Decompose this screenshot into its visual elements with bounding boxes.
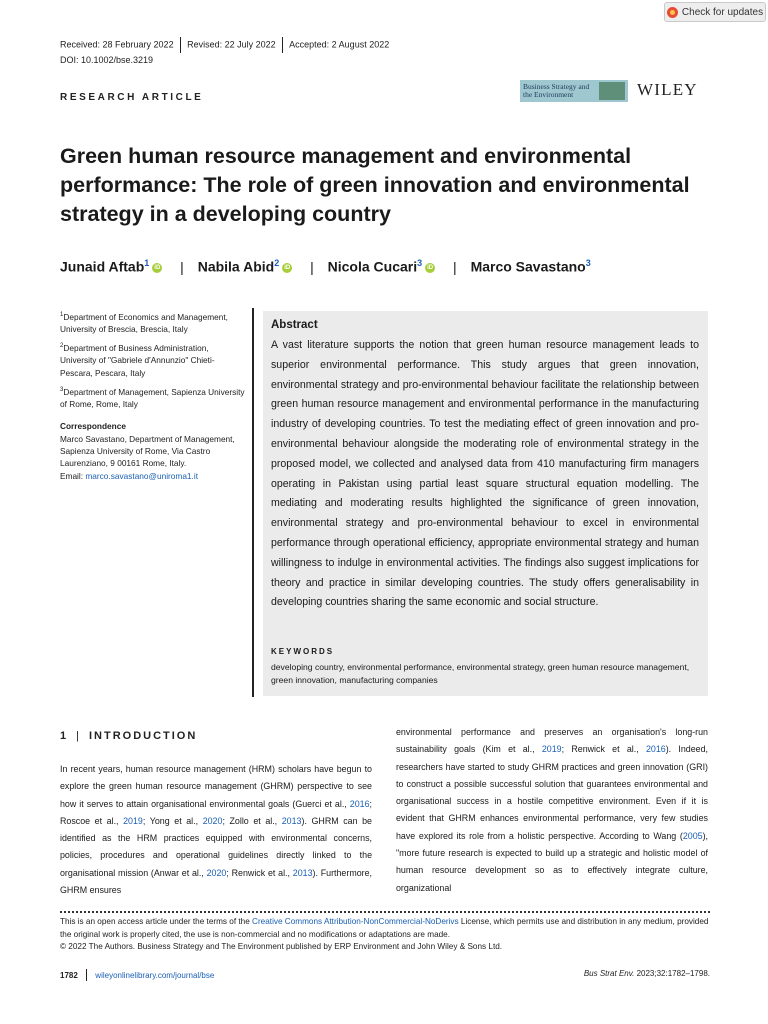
oa-prefix: This is an open access article under the terms of the [60,917,253,926]
body-text: ). GHRM can be identified as the HRM practices equipped with environmental concerns, policies, procedures and operational guidelines directly linked to the organisational mission (Anwar et al., [60,815,372,878]
citation-link[interactable]: 2013 [292,867,313,878]
doi[interactable]: DOI: 10.1002/bse.3219 [60,55,154,65]
author-separator: | [310,258,314,275]
received-date: Received: 28 February 2022 [60,39,174,50]
body-text: ; Renwick et al., [561,744,646,755]
body-text: environmental performance and preserves an organisation's long-run sustainability goals (Kim et al., [396,727,708,755]
body-text: ), "more future research is expected to build up a strategic and holistic model of human resource development so as to effectively integrate culture, organizational [396,830,708,893]
copyright: © 2022 The Authors. Business Strategy and The Environment published by ERP Environment and John Wiley & Sons Ltd. [60,942,503,952]
citation-link[interactable]: 2005 [682,830,703,841]
keywords-text: developing country, environmental performance, environmental strategy, green human resource management, green innovation, manufacturing companies [271,662,690,685]
affil-sup: 2 [60,343,64,350]
publisher-logo[interactable]: WILEY [637,80,698,99]
crossmark-icon [667,7,678,18]
author-affil-sup: 3 [585,258,591,268]
correspondence-heading: Correspondence [60,421,126,432]
citation-link[interactable]: 2013 [281,815,302,826]
correspondence-text [60,433,245,482]
section-heading [60,730,197,742]
check-for-updates-label: Check for updates [681,6,764,18]
affil-text: Department of Economics and Management, University of Brescia, Brescia, Italy [60,311,228,335]
abstract-text: A vast literature supports the notion that green human resource management leads to superior environmental performance. This study argues that green innovation, environmental strategy and pro-environmental behaviour facilitate the relationship between green human resource management and environmental performance in the manufacturing industry of developing countries. To test the mediating effect of green innovation and pro-environmental behaviour alongside the moderating role of environmental strategy in the proposed model, we collected and analysed data from 410 manufacturing firm managers operating in Pakistan using partial least square structural equation modelling. The mediating and moderating results highlighted the significance of green innovation, environmental strategy and pro-environmental behaviour to excel in environmental performance through operational efficiency, appropriate environmental strategy and human willingness to indulge in environmental activities. The findings also suggest implications for theory and practice in similar developing countries. The study offers generalisability in developing countries sharing the same economic and social structure. [271,339,699,609]
citation-link[interactable]: 2016 [645,744,666,755]
affiliations [60,309,245,487]
affil-text: Department of Management, Sapienza University of Rome, Rome, Italy [60,386,245,410]
section-number: 1 [60,730,69,742]
correspondence-address: Marco Savastano, Department of Management, Sapienza University of Rome, Via Castro Laurenziano, 9 00161 Rome, Italy. [60,433,235,469]
author-name[interactable]: Nicola Cucari [327,258,418,275]
divider [180,37,182,53]
journal-logo-text: Business Strategy and the Environment [523,82,590,99]
citation-link[interactable]: 2016 [349,798,370,809]
article-title: Green human resource management and environmental performance: The role of green innovation and environmental strategy in a developing country [60,144,690,226]
orcid-icon[interactable]: iD [154,264,161,271]
citation-link[interactable]: 2020 [202,815,223,826]
section-separator: | [76,730,81,742]
section-title: INTRODUCTION [88,730,198,742]
footnote-divider [60,911,710,913]
author-separator: | [453,258,457,275]
divider [86,969,88,981]
dates-row [60,37,389,53]
page-number: 1782 [60,970,78,980]
body-text: ). Furthermore, GHRM ensures [60,867,373,896]
citation-details: 2023;32:1782–1798. [634,969,710,978]
footer-left [60,969,214,981]
author-separator: | [180,258,184,275]
accepted-date: Accepted: 2 August 2022 [289,39,390,50]
citation-link[interactable]: 2019 [123,815,143,826]
author-name[interactable]: Junaid Aftab [60,258,145,275]
footer-citation [584,969,710,978]
author-list [60,258,591,275]
abstract-box [263,311,708,696]
affil-text: Department of Business Administration, University of "Gabriele d'Annunzio" Chieti-Pescara, Pescara, Italy [60,343,215,378]
body-column-left [60,761,372,899]
revised-date: Revised: 22 July 2022 [187,39,276,50]
citation-link[interactable]: 2020 [206,867,227,878]
abstract-heading: Abstract [271,319,318,331]
affiliation [60,340,245,379]
divider [282,37,284,53]
body-column-right [396,724,708,897]
journal-url-link[interactable]: wileyonlinelibrary.com/journal/bse [95,970,215,980]
author-affil-sup: 2 [274,258,280,268]
citation-journal: Bus Strat Env. [583,969,635,978]
vertical-divider [252,308,254,697]
orcid-icon[interactable]: iD [284,264,291,271]
orcid-icon[interactable]: iD [427,264,434,271]
citation-link[interactable]: 2019 [541,744,562,755]
affil-sup: 3 [60,387,64,394]
body-text: In recent years, human resource management (HRM) scholars have begun to explore the green human resource management (GHRM) perspective to see how it serves to attain organisational environmental goals (Guerci et al., [60,764,372,809]
body-text: ; Zollo et al., [222,815,282,826]
email-label: Email: [60,470,86,481]
open-access-note [60,916,710,954]
affil-sup: 1 [60,312,64,318]
affiliation [60,384,245,410]
journal-logo[interactable] [520,80,628,102]
author-affil-sup: 1 [144,258,150,268]
oa-suffix: License, which permits use and distribution in any medium, provided the original work is properly cited, the use is non-commercial and no modifications or adaptations are made. [60,917,709,939]
body-text: ; Yong et al., [142,815,203,826]
affiliation [60,309,245,335]
author-name[interactable]: Marco Savastano [470,258,586,275]
author-name[interactable]: Nabila Abid [197,258,275,275]
body-text: ; Roscoe et al., [60,798,372,826]
email-link[interactable]: marco.savastano@uniroma1.it [85,470,199,481]
keywords-heading: KEYWORDS [271,647,335,656]
license-link[interactable]: Creative Commons Attribution-NonCommercial-NoDerivs [252,917,459,926]
check-for-updates-button[interactable] [664,2,766,22]
article-type: RESEARCH ARTICLE [60,92,204,103]
journal-emblem-icon [599,82,625,100]
body-text: ; Renwick et al., [226,867,293,878]
body-text: ). Indeed, researchers have started to study GHRM practices and green innovation (GRI) to construct a possible successful solution that guarantees environmental and organisational success in a hostile competitive environment. Even if it is evident that GHRM enhances environmental performance, very few studies have explored its role from a holistic perspective. According to Wang ( [396,744,709,841]
author-affil-sup: 3 [417,258,423,268]
